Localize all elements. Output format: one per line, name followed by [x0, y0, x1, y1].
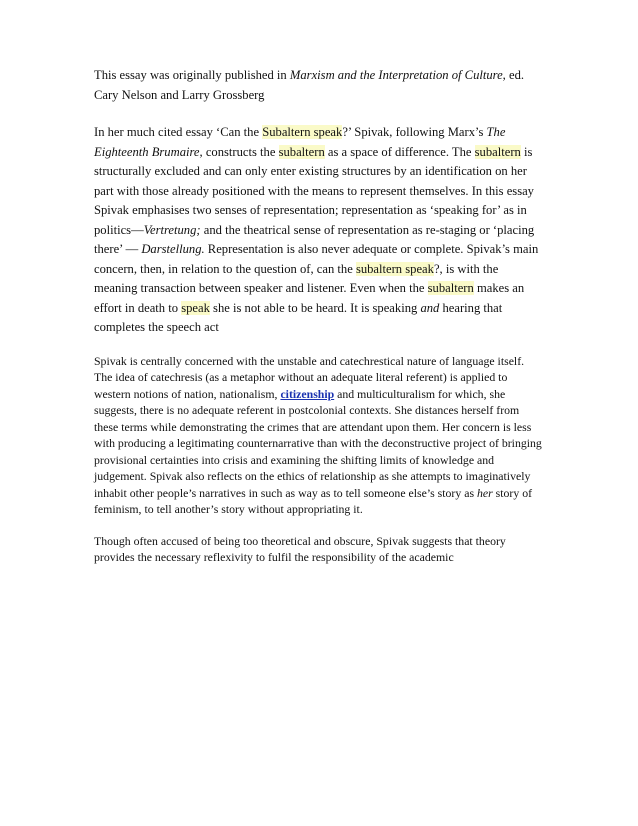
paragraph-subaltern — [94, 123, 542, 338]
text-run: Though often accused of being too theoretical and obscure, Spivak suggests that theory provides the necessary reflexivity to fulfil the responsibility of the academic — [94, 533, 506, 564]
text-run: ?, is with the meaning transaction between speaker and listener. Even when the — [94, 261, 499, 295]
highlighted-term: subaltern — [474, 144, 521, 159]
text-run: This essay was originally published in — [94, 68, 290, 82]
citizenship-link[interactable]: citizenship — [280, 386, 335, 401]
italic-term: Vertretung; — [143, 222, 201, 237]
book-title: The Eighteenth Brumaire, — [94, 125, 506, 159]
intro-paragraph — [94, 66, 542, 105]
text-run: ed. Cary Nelson and Larry Grossberg — [94, 68, 525, 102]
text-run: ?’ Spivak, following Marx’s — [342, 125, 487, 139]
text-run: Spivak is centrally concerned with the unstable and catechrestical nature of language itself. The idea of catechresis (as a metaphor without an adequate literal referent) is applied to western notions of nation, nationalism, — [94, 353, 525, 401]
text-run: and the theatrical sense of representation as re-staging or ‘placing there’ — — [94, 222, 535, 256]
paragraph-catechresis — [94, 353, 542, 518]
text-run: as a space of difference. The — [324, 144, 475, 159]
text-run: In her much cited essay ‘Can the — [94, 125, 263, 139]
text-run: is structurally excluded and can only enter existing structures by an identification on her part with those already positioned with the means to represent themselves. In this essay Spivak emphasises two senses of representation; representation as ‘speaking for’ as in politics— — [94, 144, 534, 237]
highlighted-term: subaltern speak — [355, 261, 434, 276]
book-title: Marxism and the Interpretation of Culture, — [289, 68, 506, 82]
text-run: she is not able to be heard. It is speaking — [209, 300, 421, 315]
text-run: makes an effort in death to — [94, 281, 525, 315]
text-run: story of feminism, to tell another’s story without appropriating it. — [94, 485, 533, 516]
text-run: constructs the — [202, 144, 279, 159]
italic-term: her — [476, 485, 493, 500]
italic-term: Darstellung. — [141, 242, 205, 256]
text-run: and multiculturalism for which, she suggests, there is no adequate referent in postcolonial contexts. She distances herself from these terms while demonstrating the crimes that are attendant upon them. Her concern is less with producing a legitimating counternarrative than with the deconstructive project of bringing provisional certainties into crisis and examining the shifting limits of knowledge and judgement. Spivak also reflects on the ethics of relationship as she attempts to imaginatively inhabit other people’s narratives in such as way as to tell someone else’s story as — [94, 386, 542, 500]
paragraph-theory — [94, 533, 542, 566]
highlighted-term: subaltern — [278, 144, 325, 159]
highlighted-term: Subaltern speak — [262, 125, 343, 139]
highlighted-term: subaltern — [427, 281, 474, 295]
highlighted-term: speak — [181, 300, 210, 315]
text-run: Representation is also never adequate or complete. Spivak’s main concern, then, in relation to the question of, can the — [94, 242, 539, 276]
italic-term: and — [420, 300, 440, 315]
text-run: hearing that completes the speech act — [94, 300, 503, 334]
